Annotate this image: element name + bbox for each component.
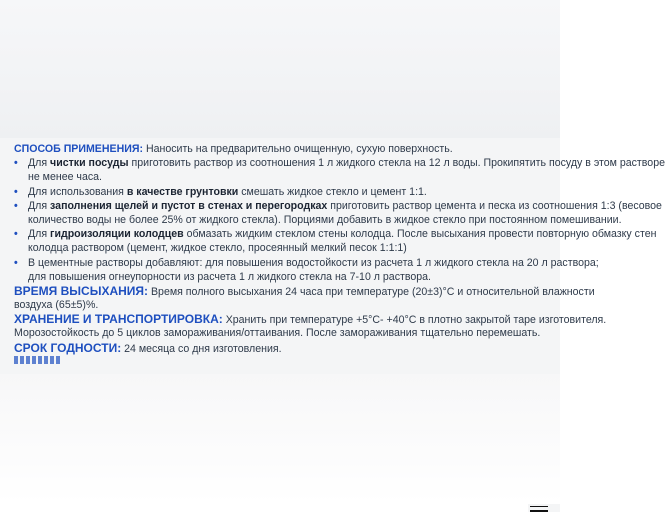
- storage-line: ХРАНЕНИЕ И ТРАНСПОРТИРОВКА: Хранить при температуре +5°С- +40°С в плотно закрытой таре изготовителя.: [14, 312, 607, 327]
- bullet-dot-icon: •: [14, 199, 18, 212]
- bullet-dishes-continued: не менее часа.: [28, 171, 102, 184]
- bullet-gaps: • Для заполнения щелей и пустот в стенах и перегородках приготовить раствор цемента и песка из соотношения 1:3 (весовое: [14, 199, 662, 212]
- bullet-wells: • Для гидроизоляции колодцев обмазать жидким стеклом стены колодца. После высыхания провести повторную обмазку стен: [14, 228, 657, 241]
- shelf-life-line: СРОК ГОДНОСТИ: 24 месяца со дня изготовления.: [14, 340, 282, 355]
- shelf-life-title: СРОК ГОДНОСТИ:: [14, 340, 122, 355]
- storage-continued: Морозостойкость до 5 циклов замораживания/оттаивания. После замораживания тщательно перемешать.: [14, 327, 541, 340]
- bullet-dot-icon: •: [14, 256, 18, 269]
- bullet-cement-continued: для повышения огнеупорности из расчета 1 л жидкого стекла на 7-10 л раствора.: [28, 270, 431, 283]
- method-intro: Наносить на предварительно очищенную, сухую поверхность.: [143, 143, 453, 155]
- bullet-primer: • Для использования в качестве грунтовки смешать жидкое стекло и цемент 1:1.: [14, 185, 427, 198]
- storage-title: ХРАНЕНИЕ И ТРАНСПОРТИРОВКА:: [14, 312, 223, 327]
- bullet-wells-continued: колодца раствором (цемент, жидкое стекло, просеянный мелкий песок 1:1:1): [28, 242, 407, 255]
- product-label: [0, 138, 665, 374]
- bullet-dot-icon: •: [14, 228, 18, 241]
- bullet-cement: • В цементные растворы добавляют: для повышения водостойкости из расчета 1 л жидкого стекла на 20 л раствора;: [14, 256, 599, 269]
- method-heading-line: [14, 142, 554, 156]
- bullet-dot-icon: •: [14, 185, 18, 198]
- drying-line: ВРЕМЯ ВЫСЫХАНИЯ: Время полного высыхания 24 часа при температуре (20±3)°С и относительной влажности: [14, 283, 595, 298]
- background-bottom: [0, 374, 560, 504]
- background-top: [0, 0, 560, 140]
- bullet-dot-icon: •: [14, 157, 18, 170]
- bullet-dishes: • Для чистки посуды приготовить раствор из соотношения 1 л жидкого стекла на 12 л воды. Прокипятить посуду в этом растворе: [14, 157, 665, 170]
- cut-off-text-fragment: [14, 356, 62, 364]
- label-text: [14, 142, 665, 364]
- drying-title: ВРЕМЯ ВЫСЫХАНИЯ:: [14, 283, 149, 298]
- bullet-gaps-continued: количество воды не более 25% от жидкого стекла). Порциями добавить в жидкое стекло при постоянном помешивании.: [28, 213, 622, 226]
- drying-continued: воздуха (65±5)%.: [14, 299, 99, 312]
- method-title: СПОСОБ ПРИМЕНЕНИЯ:: [14, 143, 143, 155]
